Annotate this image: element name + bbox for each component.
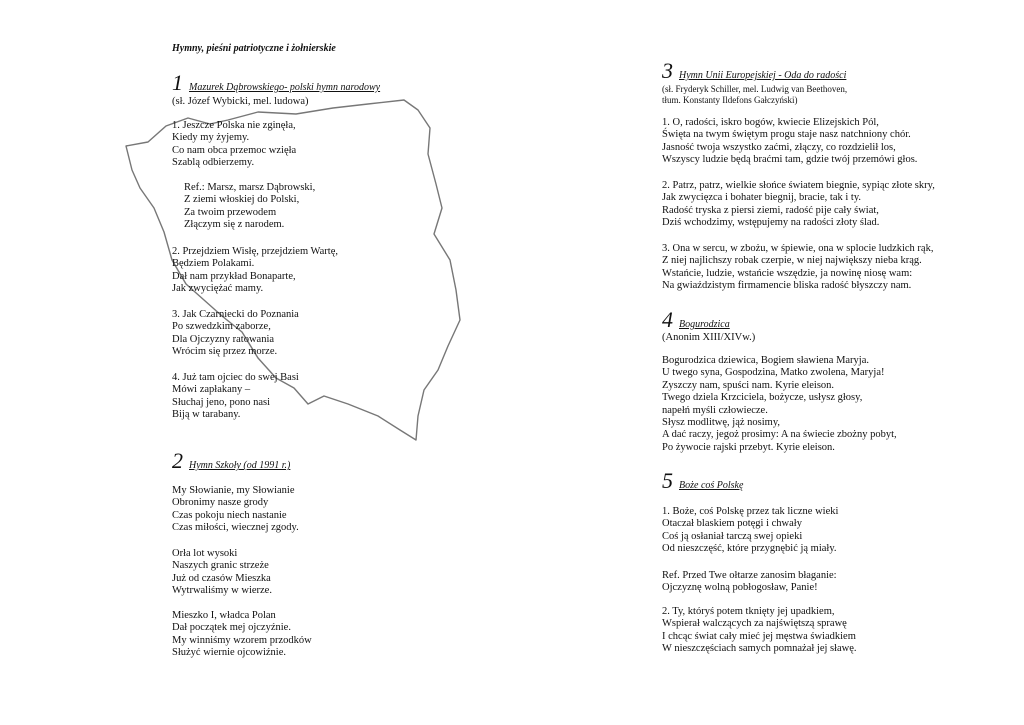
song-number: 4 <box>662 307 673 332</box>
song-title: Hymn Szkoły (od 1991 r.) <box>189 460 291 471</box>
stanza: My Słowianie, my Słowianie Obronimy nasze grody Czas pokoju niech nastanie Czas miłości, wiecznej zgody. <box>172 485 299 534</box>
stanza: 3. Jak Czarniecki do Poznania Po szwedzkim zaborze, Dla Ojczyzny ratowania Wrócim się przez morze. <box>172 309 299 358</box>
refrain: Ref. Przed Twe ołtarze zanosim błaganie: Ojczyznę wolną pobłogosław, Panie! <box>662 570 837 594</box>
song-number: 3 <box>662 58 673 83</box>
song-5-heading <box>662 470 743 492</box>
song-number: 2 <box>172 448 183 473</box>
song-attribution: (sł. Józef Wybicki, mel. ludowa) <box>172 96 309 107</box>
stanza: 2. Przejdziem Wisłę, przejdziem Wartę, Będziem Polakami. Dał nam przykład Bonaparte, Jak zwyciężać mamy. <box>172 246 338 295</box>
song-number: 1 <box>172 70 183 95</box>
song-4-heading <box>662 309 730 331</box>
stanza: 2. Patrz, patrz, wielkie słońce światem biegnie, sypiąc złote skry, Jak zwycięzca i bohater biegnij, bracie, tak i ty. Radość tryska z piersi ziemi, radość pije cały świat, Dziś wchodzimy, wstępujemy na radości złoty ślad. <box>662 180 935 229</box>
song-title: Boże coś Polskę <box>679 480 744 491</box>
stanza: Orła lot wysoki Naszych granic strzeże Już od czasów Mieszka Wytrwaliśmy w wierze. <box>172 548 272 597</box>
stanza: 1. O, radości, iskro bogów, kwiecie Elizejskich Pól, Święta na twym świętym progu staje nasz natchniony chór. Jasność twoja wszystko zaćmi, złączy, co rozdzielił los, Wszyscy ludzie będą braćmi tam, gdzie twój przemówi głos. <box>662 117 918 166</box>
song-title: Mazurek Dąbrowskiego- polski hymn narodowy <box>189 82 381 93</box>
song-title: Hymn Unii Europejskiej - Oda do radości <box>679 70 847 81</box>
stanza: Bogurodzica dziewica, Bogiem sławiena Maryja. U twego syna, Gospodzina, Matko zwolena, Maryja! Zyszczy nam, spuści nam. Kyrie eleison. Twego dziela Krzciciela, bożycze, usłysz głosy, napełń myśli człowiecze. Słysz modlitwę, jąż nosimy, A dać raczy, jegoż prosimy: A na świecie zbożny pobyt, Po żywocie rajski przebyt. Kyrie eleison. <box>662 355 897 453</box>
song-number: 5 <box>662 468 673 493</box>
stanza: 1. Boże, coś Polskę przez tak liczne wieki Otaczał blaskiem potęgi i chwały Coś ją osłaniał tarczą swej opieki Od nieszczęść, które przygnębić ją miały. <box>662 506 839 555</box>
song-title: Bogurodzica <box>679 319 730 330</box>
stanza: 4. Już tam ojciec do swej Basi Mówi zapłakany – Słuchaj jeno, pono nasi Biją w tarabany. <box>172 372 299 421</box>
stanza: Mieszko I, władca Polan Dał początek mej ojczyźnie. My winniśmy wzorem przodków Służyć wiernie ojcowiźnie. <box>172 610 312 659</box>
refrain: Ref.: Marsz, marsz Dąbrowski, Z ziemi włoskiej do Polski, Za twoim przewodem Złączym się z narodem. <box>184 182 316 231</box>
song-3-heading <box>662 60 846 82</box>
song-1-heading <box>172 72 380 94</box>
song-2-heading <box>172 450 290 472</box>
stanza: 2. Ty, któryś potem tknięty jej upadkiem, Wspierał walczących za najświętszą sprawę I chcąc świat cały mieć jej męstwa świadkiem W nieszczęściach samych pomnażał jej sławę. <box>662 606 857 655</box>
stanza: 1. Jeszcze Polska nie zginęła, Kiedy my żyjemy. Co nam obca przemoc wzięła Szablą odbierzemy. <box>172 120 297 169</box>
document-header: Hymny, pieśni patriotyczne i żołnierskie <box>172 43 336 54</box>
stanza: 3. Ona w sercu, w zbożu, w śpiewie, ona w splocie ludzkich rąk, Z niej najlichszy robak czerpie, w niej największy nieba krąg. Wstańcie, ludzie, wstańcie wszędzie, ja nowinę niosę wam: Na gwiaździstym firmamencie bliska radość błyszczy nam. <box>662 243 934 292</box>
song-attribution: (Anonim XIII/XIVw.) <box>662 332 756 343</box>
song-attribution: (sł. Fryderyk Schiller, mel. Ludwig van Beethoven, tłum. Konstanty Ildefons Gałczyński) <box>662 84 848 105</box>
